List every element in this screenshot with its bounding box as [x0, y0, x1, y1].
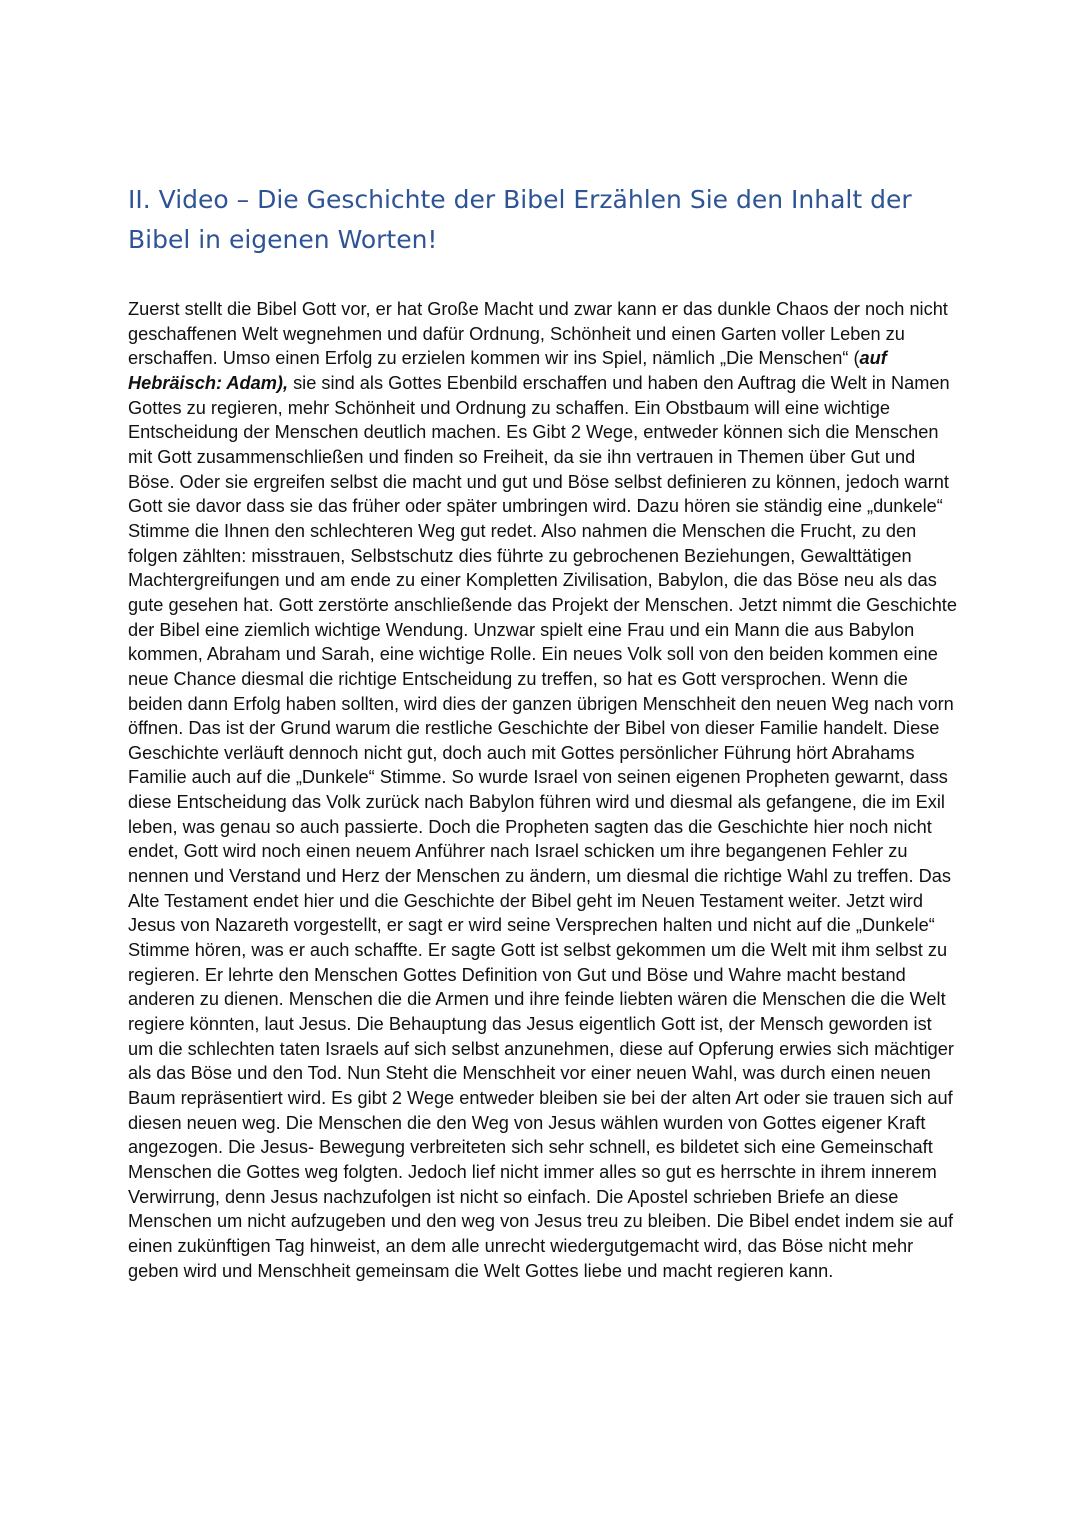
- paragraph-text-main: sie sind als Gottes Ebenbild erschaffen und haben den Auftrag die Welt in Namen Gottes zu regieren, mehr Schönheit und Ordnung zu schaffen. Ein Obstbaum will eine wichtige Entscheidung der Menschen deutlich machen. Es Gibt 2 Wege, entweder können sich die Menschen mit Gott zusammenschließen und finden so Freiheit, da sie ihn vertrauen in Themen über Gut und Böse. Oder sie ergreifen selbst die macht und gut und Böse selbst definieren zu können, jedoch warnt Gott sie davor dass sie das früher oder später umbringen wird. Dazu hören sie ständig eine „dunkele“ Stimme die Ihnen den schlechteren Weg gut redet. Also nahmen die Menschen die Frucht, zu den folgen zählten: misstrauen, Selbstschutz dies führte zu gebrochenen Beziehungen, Gewalttätigen Machtergreifungen und am ende zu einer Kompletten Zivilisation, Babylon, die das Böse neu als das gute gesehen hat. Gott zerstörte anschließende das Projekt der Menschen. Jetzt nimmt die Geschichte der Bibel eine ziemlich wichtige Wendung. Unzwar spielt eine Frau und ein Mann die aus Babylon kommen, Abraham und Sarah, eine wichtige Rolle. Ein neues Volk soll von den beiden kommen eine neue Chance diesmal die richtige Entscheidung zu treffen, so hat es Gott versprochen. Wenn die beiden dann Erfolg haben sollten, wird dies der ganzen übrigen Menschheit den neuen Weg nach vorn öffnen. Das ist der Grund warum die restliche Geschichte der Bibel von dieser Familie handelt. Diese Geschichte verläuft dennoch nicht gut, doch auch mit Gottes persönlicher Führung hört Abrahams Familie auch auf die „Dunkele“ Stimme. So wurde Israel von seinen eigenen Propheten gewarnt, dass diese Entscheidung das Volk zurück nach Babylon führen wird und diesmal als gefangene, die im Exil leben, was genau so auch passierte. Doch die Propheten sagten das die Geschichte hier noch nicht endet, Gott wird noch einen neuem Anführer nach Israel schicken um ihre begangenen Fehler zu nennen und Verstand und Herz der Menschen zu ändern, um diesmal die richtige Wahl zu treffen. Das Alte Testament endet hier und die Geschichte der Bibel geht im Neuen Testament weiter. Jetzt wird Jesus von Nazareth vorgestellt, er sagt er wird seine Versprechen halten und nicht auf die „Dunkele“ Stimme hören, was er auch schaffte. Er sagte Gott ist selbst gekommen um die Welt mit ihm selbst zu regieren. Er lehrte den Menschen Gottes Definition von Gut und Böse und Wahre macht bestand anderen zu dienen. Menschen die die Armen und ihre feinde liebten wären die Menschen die die Welt regiere könnten, laut Jesus. Die Behauptung das Jesus eigentlich Gott ist, der Mensch geworden ist um die schlechten taten Israels auf sich selbst anzunehmen, diese auf Opferung erwies sich mächtiger als das Böse und den Tod. Nun Steht die Menschheit vor einer neuen Wahl, was durch einen neuen Baum repräsentiert wird. Es gibt 2 Wege entweder bleiben sie bei der alten Art oder sie trauen sich auf diesen neuen weg. Die Menschen die den Weg von Jesus wählen wurden von Gottes eigener Kraft angezogen. Die Jesus- Bewegung verbreiteten sich sehr schnell, es bildetet sich eine Gemeinschaft Menschen die Gottes weg folgten. Jedoch lief nicht immer alles so gut es herrschte in ihrem innerem Verwirrung, denn Jesus nachzufolgen ist nicht so einfach. Die Apostel schrieben Briefe an diese Menschen um nicht aufzugeben und den weg von Jesus treu zu bleiben. Die Bibel endet indem sie auf einen zukünftigen Tag hinweist, an dem alle unrecht wiedergutgemacht wird, das Böse nicht mehr geben wird und Menschheit gemeinsam die Welt Gottes liebe und macht regieren kann.: [128, 372, 957, 1281]
- paragraph-text-intro: Zuerst stellt die Bibel Gott vor, er hat Große Macht und zwar kann er das dunkle Chaos der noch nicht geschaffenen Welt wegnehmen und dafür Ordnung, Schönheit und einen Garten voller Leben zu erschaffen. Umso einen Erfolg zu erzielen kommen wir ins Spiel, nämlich „Die Menschen“ (: [128, 299, 948, 369]
- hebrew-note: auf Hebräisch: Adam),: [128, 348, 887, 393]
- section-heading: II. Video – Die Geschichte der Bibel Erzählen Sie den Inhalt der Bibel in eigenen Worten!: [128, 185, 912, 254]
- body-paragraph: [128, 297, 958, 1283]
